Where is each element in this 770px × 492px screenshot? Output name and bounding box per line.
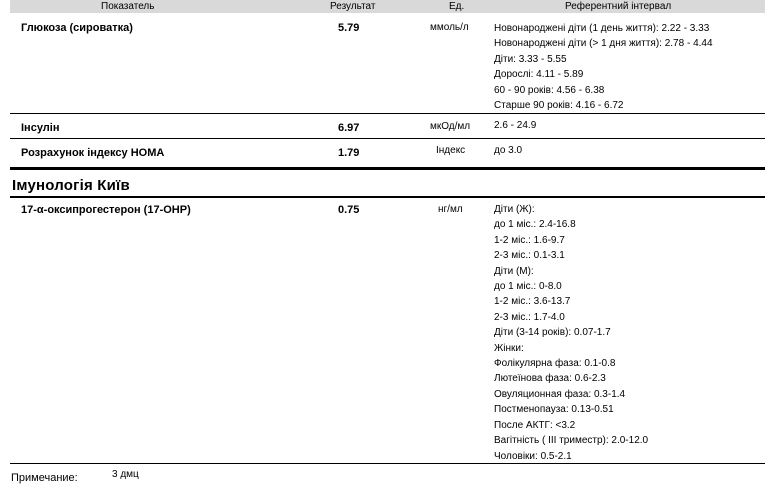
- reference-line: Діти (3-14 років): 0.07-1.7: [494, 327, 611, 339]
- table-header: [10, 0, 765, 13]
- row-homa-reference: [494, 143, 522, 158]
- reference-line: Старше 90 років: 4.16 - 6.72: [494, 100, 624, 112]
- row-17ohp-reference: [494, 202, 648, 464]
- reference-line: Чоловіки: 0.5-2.1: [494, 450, 572, 462]
- row-homa-result: 1.79: [338, 147, 360, 159]
- reference-line: 1-2 міс.: 3.6-13.7: [494, 296, 571, 308]
- row-glucose-unit: ммоль/л: [430, 22, 469, 33]
- header-result: Результат: [330, 1, 376, 12]
- row-17ohp-unit: нг/мл: [438, 204, 463, 215]
- footer-rule: [10, 463, 765, 464]
- row-insulin-reference: [494, 118, 536, 133]
- reference-line: Жінки:: [494, 342, 524, 354]
- row-homa-name: Розрахунок індексу HOMA: [21, 147, 165, 159]
- row-glucose-name: Глюкоза (сироватка): [21, 22, 133, 34]
- row-homa-unit: Індекс: [436, 145, 466, 156]
- row-divider: [10, 138, 765, 139]
- row-glucose-result: 5.79: [338, 22, 360, 34]
- row-17ohp-name: 17-α-оксипрогестерон (17-OHP): [21, 204, 191, 216]
- header-reference: Референтний інтервал: [565, 1, 672, 12]
- header-unit: Ед.: [449, 1, 465, 12]
- reference-line: Новонароджені діти (1 день життя): 2.22 - 3.33: [494, 23, 710, 34]
- reference-line: После АКТГ: <3.2: [494, 419, 576, 431]
- reference-line: до 3.0: [494, 145, 523, 156]
- section-rule-bottom: [10, 196, 765, 198]
- reference-line: 1-2 міс.: 1.6-9.7: [494, 234, 565, 246]
- reference-line: 2-3 міс.: 1.7-4.0: [494, 311, 565, 323]
- reference-line: Фолікулярна фаза: 0.1-0.8: [494, 358, 616, 370]
- row-17ohp-result: 0.75: [338, 204, 360, 216]
- section-rule-top: [10, 167, 765, 170]
- note-label: Примечание:: [11, 472, 78, 484]
- reference-line: Дорослі: 4.11 - 5.89: [494, 69, 584, 81]
- row-insulin-result: 6.97: [338, 122, 360, 134]
- reference-line: Постменопауза: 0.13-0.51: [494, 404, 614, 416]
- reference-line: 60 - 90 років: 4.56 - 6.38: [494, 84, 605, 96]
- row-insulin-unit: мкОд/мл: [430, 121, 471, 132]
- section-title: Імунологія Київ: [12, 177, 130, 194]
- reference-line: Лютеїнова фаза: 0.6-2.3: [494, 373, 606, 385]
- row-glucose-reference: [494, 21, 713, 113]
- reference-line: Овуляционная фаза: 0.3-1.4: [494, 388, 626, 400]
- row-divider: [10, 113, 765, 114]
- reference-line: Вагітність ( III триместр): 2.0-12.0: [494, 435, 649, 447]
- reference-line: Діти: 3.33 - 5.55: [494, 53, 567, 65]
- reference-line: до 1 міс.: 0-8.0: [494, 281, 562, 293]
- header-indicator: Показатель: [101, 1, 155, 12]
- reference-line: Діти (Ж):: [494, 204, 535, 215]
- row-insulin-name: Інсулін: [21, 122, 60, 134]
- reference-line: Діти (М):: [494, 265, 534, 277]
- reference-line: 2-3 міс.: 0.1-3.1: [494, 250, 565, 262]
- note-value: 3 дмц: [112, 469, 139, 480]
- reference-line: Новонароджені діти (> 1 дня життя): 2.78 - 4.44: [494, 38, 713, 50]
- reference-line: 2.6 - 24.9: [494, 120, 537, 131]
- reference-line: до 1 міс.: 2.4-16.8: [494, 219, 576, 231]
